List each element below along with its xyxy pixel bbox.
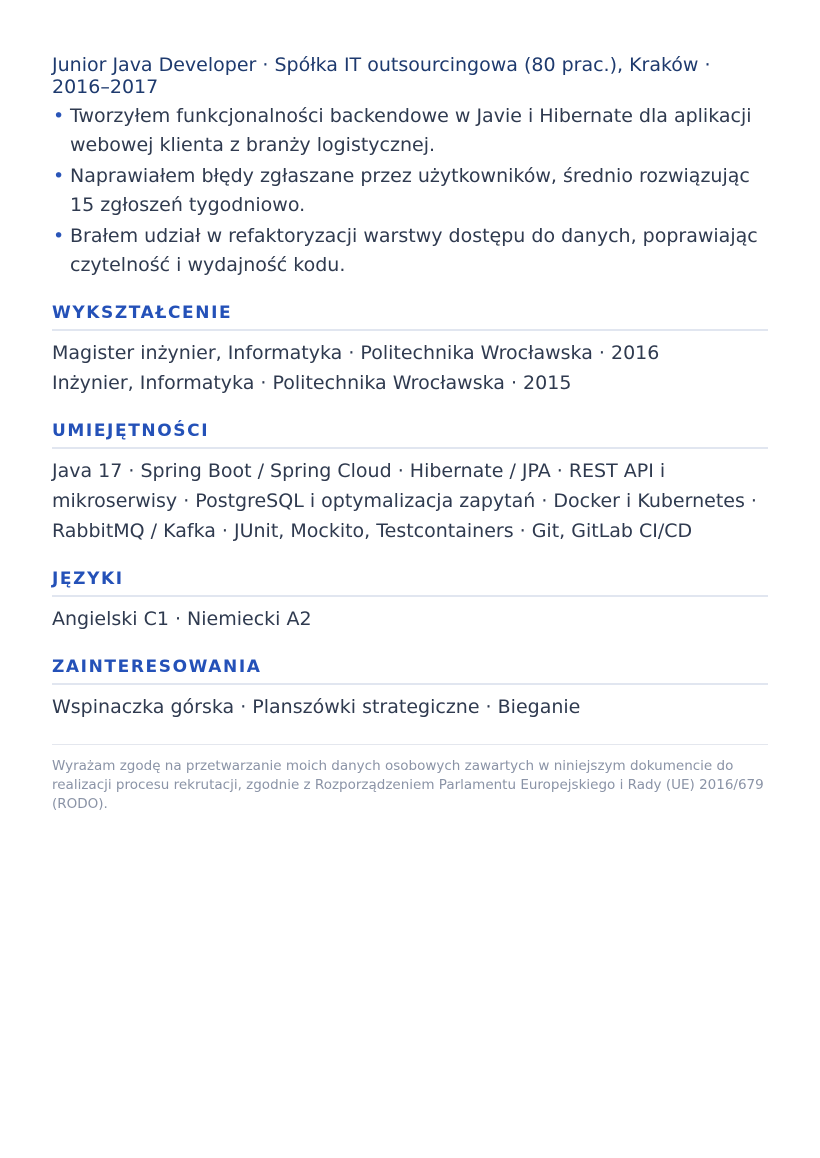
job-bullet-text: Brałem udział w refaktoryzacji warstwy dostępu do danych, poprawiając czytelność i wydajność kodu. — [70, 225, 758, 276]
languages-section — [52, 568, 768, 634]
skills-heading: UMIEJĘTNOŚCI — [52, 420, 768, 449]
skills-text: Java 17 · Spring Boot / Spring Cloud · Hibernate / JPA · REST API i mikroserwisy · PostgreSQL i optymalizacja zapytań · Docker i Kubernetes · RabbitMQ / Kafka · JUnit, Mockito, Testcontainers · Git, GitLab CI/CD — [52, 460, 757, 542]
job-bullet-text: Naprawiałem błędy zgłaszane przez użytkowników, średnio rozwiązując 15 zgłoszeń tygodniowo. — [70, 165, 750, 216]
job-bullet — [52, 222, 768, 280]
bullet-dot-icon: • — [53, 105, 65, 127]
interests-heading: ZAINTERESOWANIA — [52, 656, 768, 685]
job-bullet — [52, 102, 768, 160]
education-entry: Magister inżynier, Informatyka · Politechnika Wrocławska · 2016 — [52, 342, 660, 364]
education-entry: Inżynier, Informatyka · Politechnika Wrocławska · 2015 — [52, 372, 572, 394]
education-section — [52, 302, 768, 398]
education-body — [52, 338, 768, 398]
languages-text: Angielski C1 · Niemiecki A2 — [52, 608, 312, 630]
footer-divider — [52, 744, 768, 745]
bullet-dot-icon: • — [53, 165, 65, 187]
education-heading: WYKSZTAŁCENIE — [52, 302, 768, 331]
job-title: Junior Java Developer · Spółka IT outsourcingowa (80 prac.), Kraków · 2016–2017 — [52, 54, 711, 98]
cv-content — [52, 54, 768, 814]
interests-section — [52, 656, 768, 722]
job-entry — [52, 54, 768, 280]
bullet-dot-icon: • — [53, 225, 65, 247]
gdpr-consent-clause: Wyrażam zgodę na przetwarzanie moich danych osobowych zawartych w niniejszym dokumencie do realizacji procesu rekrutacji, zgodnie z Rozporządzeniem Parlamentu Europejskiego i Rady (UE) 2016/679 (RODO). — [52, 758, 764, 812]
job-bullets — [52, 102, 768, 280]
languages-heading: JĘZYKI — [52, 568, 768, 597]
interests-text: Wspinaczka górska · Planszówki strategiczne · Bieganie — [52, 696, 581, 718]
skills-section — [52, 420, 768, 546]
job-bullet-text: Tworzyłem funkcjonalności backendowe w Javie i Hibernate dla aplikacji webowej klienta z branży logistycznej. — [70, 105, 752, 156]
job-bullet — [52, 162, 768, 220]
